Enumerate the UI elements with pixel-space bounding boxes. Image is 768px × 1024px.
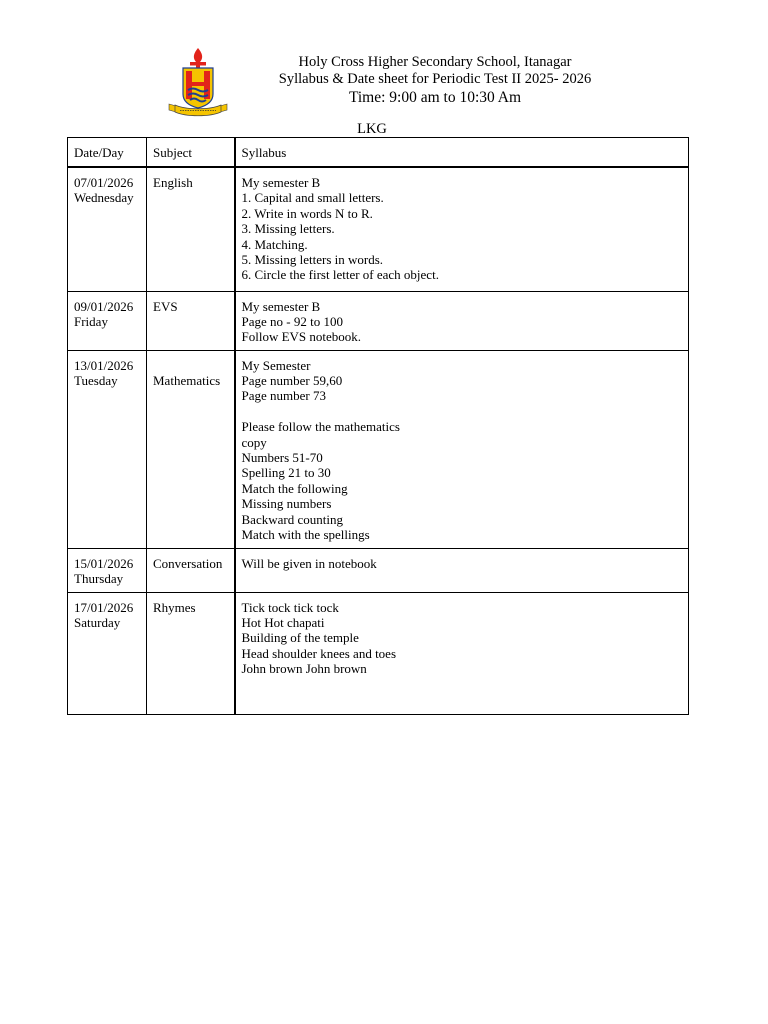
subject-cell: Mathematics	[147, 350, 235, 548]
syllabus-line: My semester B	[241, 175, 321, 190]
exam-day: Thursday	[74, 570, 124, 586]
syllabus-line: Page no - 92 to 100	[241, 313, 343, 329]
syllabus-line: Will be given in notebook	[241, 555, 377, 571]
syllabus-line: 6. Circle the first letter of each object.	[241, 267, 439, 283]
exam-day: Saturday	[74, 614, 121, 630]
syllabus-line: Tick tock tick tock	[241, 599, 339, 615]
header-date-day: Date/Day	[68, 138, 147, 168]
table-row	[68, 350, 689, 548]
exam-date: 07/01/2026	[74, 175, 134, 190]
date-sheet-table	[67, 137, 689, 715]
syllabus-line	[242, 404, 683, 419]
syllabus-line: Building of the temple	[241, 630, 359, 646]
syllabus-line: My Semester	[241, 357, 311, 373]
table-row	[68, 167, 689, 291]
syllabus-line: 3. Missing letters.	[241, 221, 335, 237]
class-label: LKG	[357, 121, 387, 137]
syllabus-line: Backward counting	[241, 511, 343, 527]
subject-cell: EVS	[147, 291, 235, 350]
syllabus-line: 2. Write in words N to R.	[241, 205, 373, 221]
subject-cell: Rhymes	[147, 592, 235, 714]
date-day-cell	[68, 167, 147, 291]
syllabus-cell	[235, 167, 689, 291]
document-header	[252, 54, 618, 107]
exam-day: Wednesday	[74, 190, 134, 206]
header-subject: Subject	[147, 138, 235, 168]
syllabus-line: Match with the spellings	[241, 526, 370, 542]
subject-cell: Conversation	[147, 548, 235, 592]
syllabus-line: Page number 59,60	[241, 372, 343, 388]
syllabus-line: Spelling 21 to 30	[241, 465, 331, 481]
syllabus-line: Missing numbers	[241, 496, 332, 512]
syllabus-line: Numbers 51-70	[241, 449, 323, 465]
syllabus-line: Head shoulder knees and toes	[241, 645, 397, 661]
exam-date: 13/01/2026	[74, 357, 134, 373]
syllabus-line: My semester B	[241, 298, 321, 314]
table-header-row	[68, 138, 689, 168]
exam-date: 15/01/2026	[74, 555, 134, 571]
exam-day: Friday	[74, 313, 108, 329]
school-name: Holy Cross Higher Secondary School, Itanagar	[298, 54, 572, 70]
syllabus-cell	[235, 350, 689, 548]
syllabus-cell	[235, 592, 689, 714]
syllabus-cell	[235, 291, 689, 350]
table-row	[68, 548, 689, 592]
syllabus-line: 4. Matching.	[241, 236, 308, 252]
date-day-cell	[68, 548, 147, 592]
exam-time: Time: 9:00 am to 10:30 Am	[348, 89, 522, 106]
syllabus-line: copy	[241, 434, 267, 450]
exam-day: Tuesday	[74, 372, 118, 388]
syllabus-line: John brown John brown	[241, 661, 367, 677]
date-day-cell	[68, 350, 147, 548]
school-crest-icon	[166, 46, 230, 118]
syllabus-line: Please follow the mathematics	[241, 419, 400, 435]
school-crest-logo	[166, 46, 230, 118]
date-day-cell	[68, 592, 147, 714]
syllabus-line: 5. Missing letters in words.	[241, 252, 384, 268]
table-row	[68, 291, 689, 350]
syllabus-cell	[235, 548, 689, 592]
syllabus-line: Follow EVS notebook.	[241, 329, 362, 345]
syllabus-line: Hot Hot chapati	[241, 614, 325, 630]
document-title: Syllabus & Date sheet for Periodic Test II 2025- 2026	[278, 71, 592, 87]
date-day-cell	[68, 291, 147, 350]
exam-date: 09/01/2026	[74, 298, 134, 314]
header-syllabus: Syllabus	[235, 138, 689, 168]
subject-cell: English	[147, 167, 235, 291]
table-row	[68, 592, 689, 714]
exam-date: 17/01/2026	[74, 599, 134, 615]
syllabus-line: 1. Capital and small letters.	[241, 190, 384, 206]
syllabus-line: Page number 73	[241, 388, 326, 404]
syllabus-line: Match the following	[241, 480, 348, 496]
